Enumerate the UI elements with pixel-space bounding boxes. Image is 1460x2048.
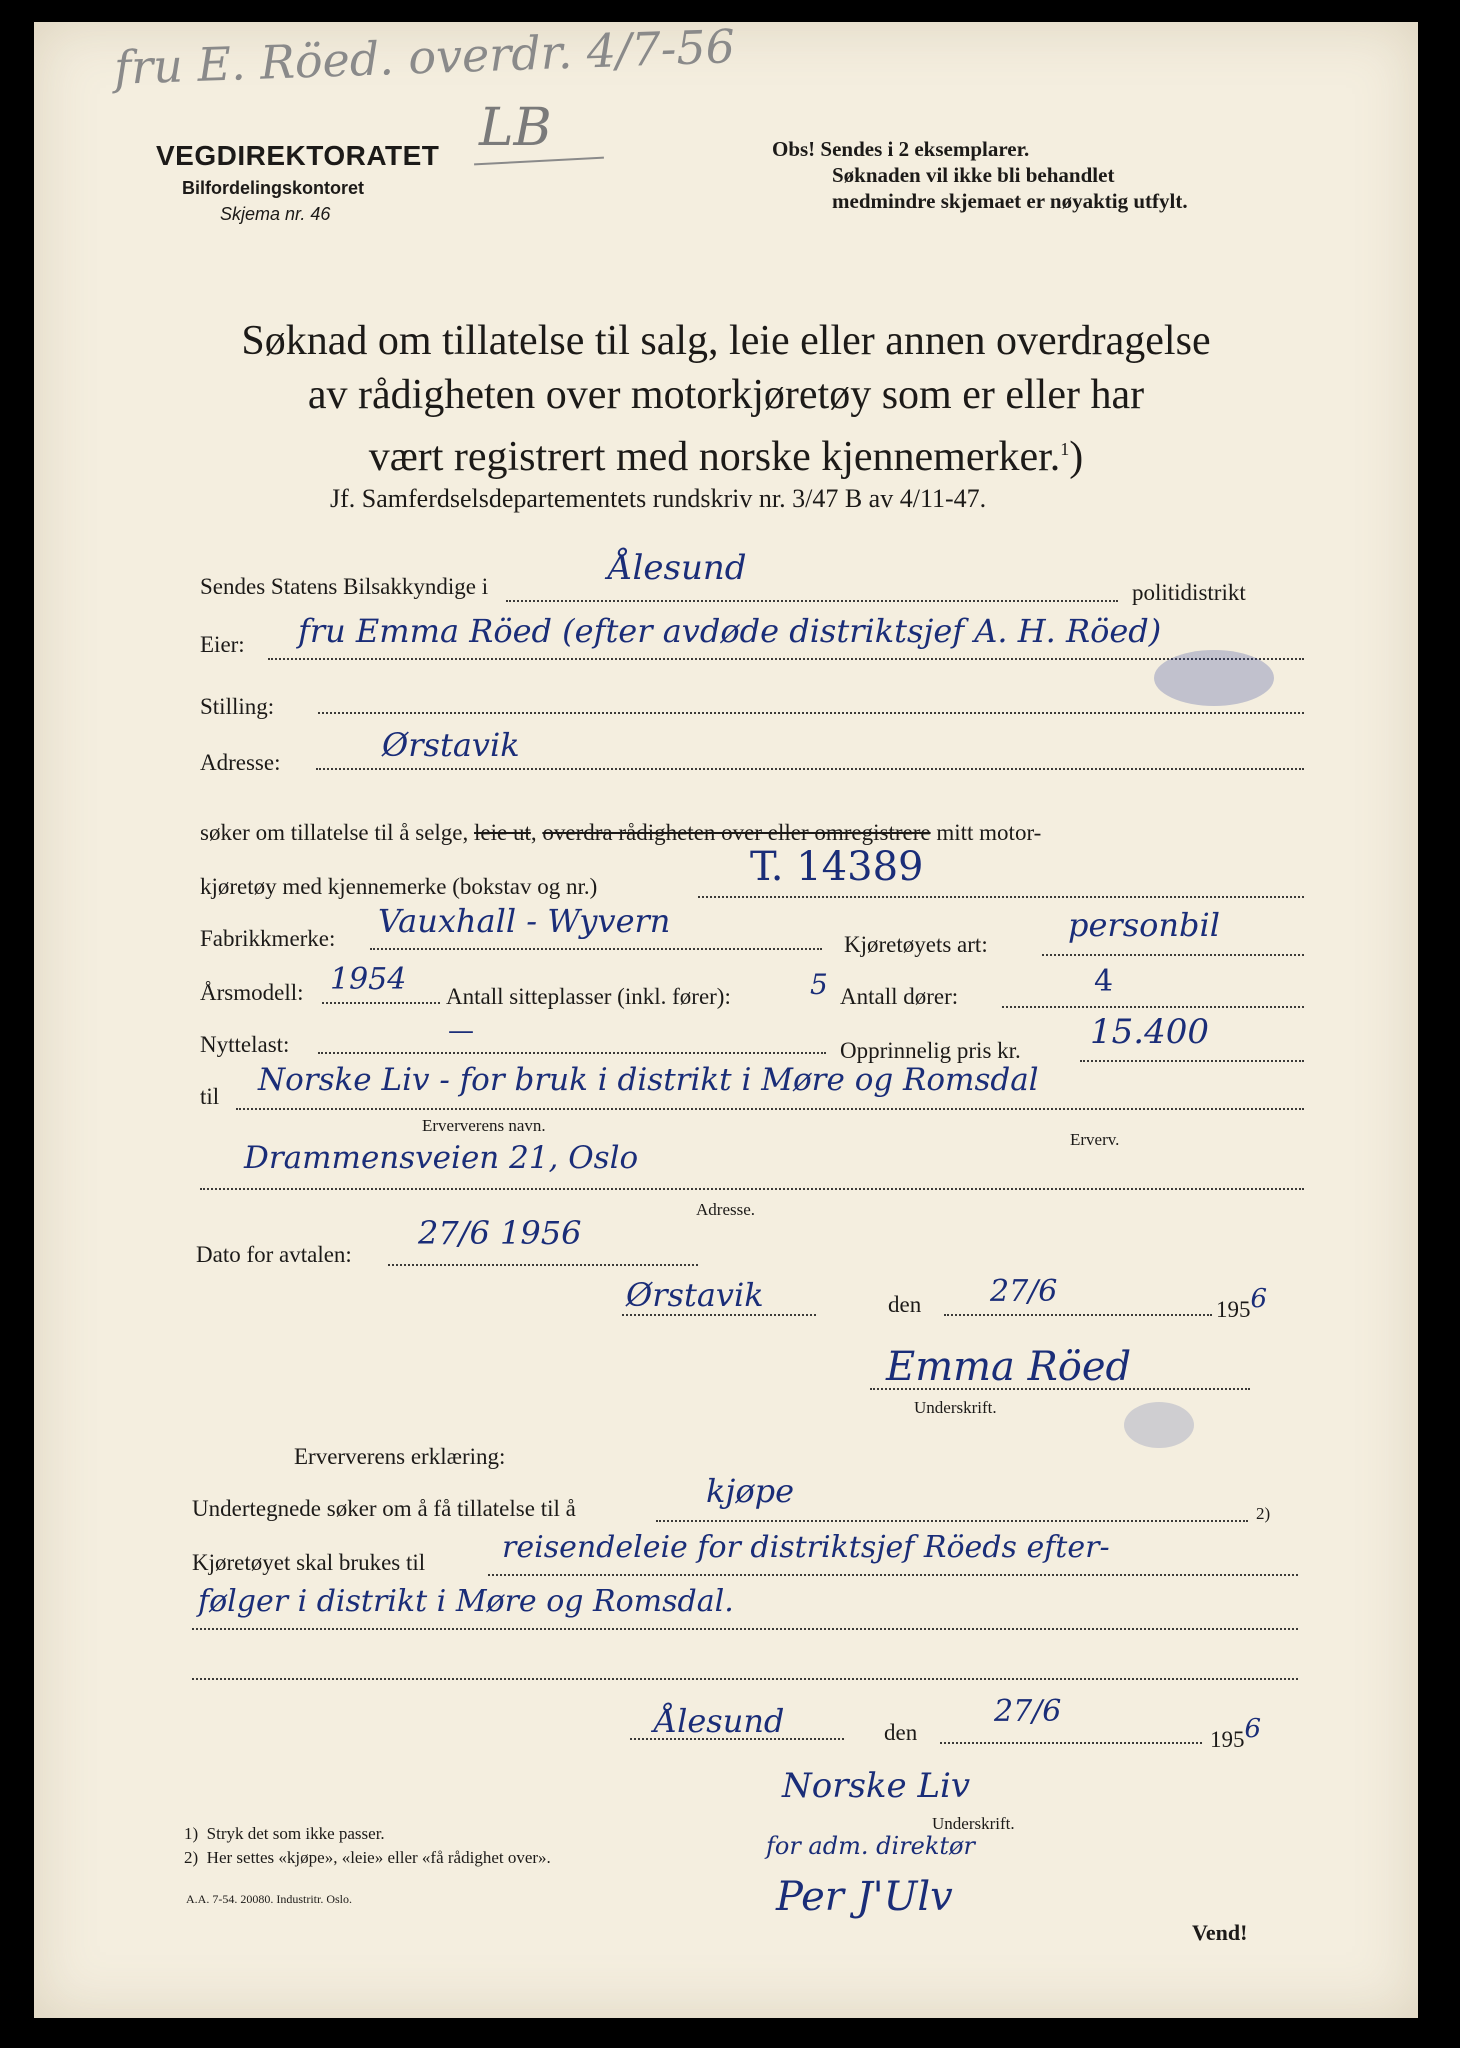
buyer-signature-line-3: Per J'Ulv (776, 1874, 953, 1920)
erverv-caption: Erverv. (1070, 1130, 1120, 1149)
nyttelast-value: — (448, 1016, 474, 1046)
buyer-date-line (940, 1742, 1202, 1744)
eier-value: fru Emma Röed (efter avdøde distriktsjef A. H. Röed) (298, 612, 1162, 650)
seller-signature: Emma Röed (886, 1344, 1132, 1390)
adresse-label: Adresse: (200, 750, 281, 775)
dato-line (388, 1264, 698, 1266)
til-value: Norske Liv - for bruk i distrikt i Møre og Romsdal (258, 1062, 1039, 1098)
adresse-line (316, 768, 1304, 770)
eier-label: Eier: (200, 632, 245, 657)
buyer-place: Ålesund (654, 1702, 785, 1740)
eier-line (268, 658, 1304, 660)
undertegnede-value: kjøpe (706, 1472, 794, 1510)
buyer-signature-line-2: for adm. direktør (766, 1832, 975, 1860)
sendes-line (506, 600, 1118, 602)
seller-underskrift-caption: Underskrift. (914, 1398, 997, 1417)
dato-label: Dato for avtalen: (196, 1242, 352, 1267)
sitteplasser-value: 5 (810, 968, 828, 1001)
adresse-caption: Adresse. (696, 1200, 756, 1219)
pris-label: Opprinnelig pris kr. (840, 1038, 1021, 1063)
footnote-mark: 1 (1060, 439, 1070, 459)
buyer-signature: Norske Liv (782, 1766, 971, 1806)
sendes-value: Ålesund (608, 548, 747, 588)
printer-imprint: A.A. 7-54. 20080. Industritr. Oslo. (186, 1892, 352, 1906)
art-value: personbil (1068, 906, 1220, 944)
brukes-value-1: reisendeleie for distriktsjef Röeds efter- (502, 1530, 1110, 1565)
seller-year: 1956 (1216, 1284, 1268, 1322)
arsmodell-label: Årsmodell: (200, 980, 304, 1005)
brukes-line-3 (192, 1678, 1298, 1680)
til-line (236, 1108, 1304, 1110)
stilling-label: Stilling: (200, 694, 275, 719)
fabrikk-value: Vauxhall - Wyvern (378, 902, 671, 940)
brukes-label: Kjøretøyet skal brukes til (192, 1550, 426, 1575)
kjennemerke-label: kjøretøy med kjennemerke (bokstav og nr.) (200, 874, 598, 899)
form-title-line-2: av rådigheten over motorkjøretøy som er eller har (307, 372, 1145, 418)
footnote-2: 2) Her settes «kjøpe», «leie» eller «få rådighet over». (184, 1848, 551, 1867)
form-title-line-1: Søknad om tillatelse til salg, leie eller annen overdragelse (241, 318, 1211, 364)
office-name: Bilfordelingskontoret (182, 178, 365, 198)
dorer-line (1002, 1006, 1304, 1008)
kjennemerke-line (698, 896, 1304, 898)
sendes-label: Sendes Statens Bilsakkyndige i (200, 574, 489, 599)
fabrikk-line (370, 948, 822, 950)
notice-line-2: Søknaden vil ikke bli behandlet (832, 163, 1115, 187)
footnote-1: 1) Stryk det som ikke passer. (184, 1824, 385, 1843)
notice-line-1: Obs! Sendes i 2 eksemplarer. (772, 137, 1030, 161)
nyttelast-line (318, 1052, 826, 1054)
fabrikk-label: Fabrikkmerke: (200, 926, 336, 951)
form-sheet (34, 19, 1418, 2018)
notice-line-3: medmindre skjemaet er nøyaktig utfylt. (832, 189, 1188, 213)
undertegnede-label: Undertegnede søker om å få tillatelse til å (192, 1496, 576, 1521)
sitteplasser-label: Antall sitteplasser (inkl. fører): (446, 984, 731, 1009)
buyer-place-line (630, 1738, 844, 1740)
form-number: Skjema nr. 46 (220, 204, 331, 224)
brukes-line-1 (488, 1574, 1298, 1576)
art-label: Kjøretøyets art: (844, 932, 988, 957)
pencil-initials: LB (479, 98, 552, 158)
organization-name: VEGDIREKTORATET (156, 140, 440, 171)
stilling-line (318, 712, 1304, 714)
brukes-value-2: følger i distrikt i Møre og Romsdal. (198, 1584, 734, 1619)
soker-text: søker om tillatelse til å selge, leie ut, overdra rådigheten over eller omregistrere mitt motor- (200, 820, 1042, 845)
footnote-2-mark: 2) (1256, 1504, 1271, 1523)
pencil-note: fru E. Röed. overdr. 4/7-56 (113, 19, 736, 95)
buyer-den-label: den (884, 1720, 918, 1745)
seller-signature-line (870, 1388, 1250, 1390)
ink-stamp (1154, 650, 1274, 706)
nyttelast-label: Nyttelast: (200, 1032, 290, 1057)
seller-place: Ørstavik (626, 1276, 764, 1314)
politidistrikt-label: politidistrikt (1132, 580, 1246, 605)
buyer-date: 27/6 (994, 1694, 1062, 1729)
kjennemerke-value: T. 14389 (750, 844, 924, 890)
erverv-adresse-line (200, 1188, 1304, 1190)
pris-line (1080, 1060, 1304, 1062)
vend-instruction: Vend! (1192, 1920, 1248, 1945)
dorer-value: 4 (1094, 964, 1114, 999)
pris-value: 15.400 (1090, 1012, 1209, 1052)
seller-date-line (944, 1314, 1212, 1316)
buyer-underskrift-caption: Underskrift. (932, 1814, 1015, 1833)
seller-date: 27/6 (990, 1274, 1058, 1309)
buyer-year: 1956 (1210, 1714, 1262, 1752)
art-line (1042, 954, 1304, 956)
arsmodell-line (322, 1002, 440, 1004)
declaration-heading: Erververens erklæring: (294, 1444, 506, 1469)
form-title-line-3: vært registrert med norske kjennemerker.$^1$) (368, 434, 1084, 480)
seller-place-line (622, 1314, 816, 1316)
erververens-navn-caption: Erververens navn. (422, 1116, 546, 1135)
brukes-line-2 (192, 1628, 1298, 1630)
dorer-label: Antall dører: (840, 984, 959, 1009)
dato-value: 27/6 1956 (418, 1214, 582, 1252)
adresse-value: Ørstavik (382, 726, 520, 764)
arsmodell-value: 1954 (330, 962, 407, 997)
reference-line: Jf. Samferdselsdepartementets rundskriv nr. 3/47 B av 4/11-47. (330, 484, 987, 513)
seller-den-label: den (888, 1292, 922, 1317)
erverv-adresse-value: Drammensveien 21, Oslo (244, 1140, 639, 1176)
ink-smudge (1124, 1402, 1194, 1448)
til-label: til (200, 1084, 220, 1109)
undertegnede-line (656, 1520, 1248, 1522)
